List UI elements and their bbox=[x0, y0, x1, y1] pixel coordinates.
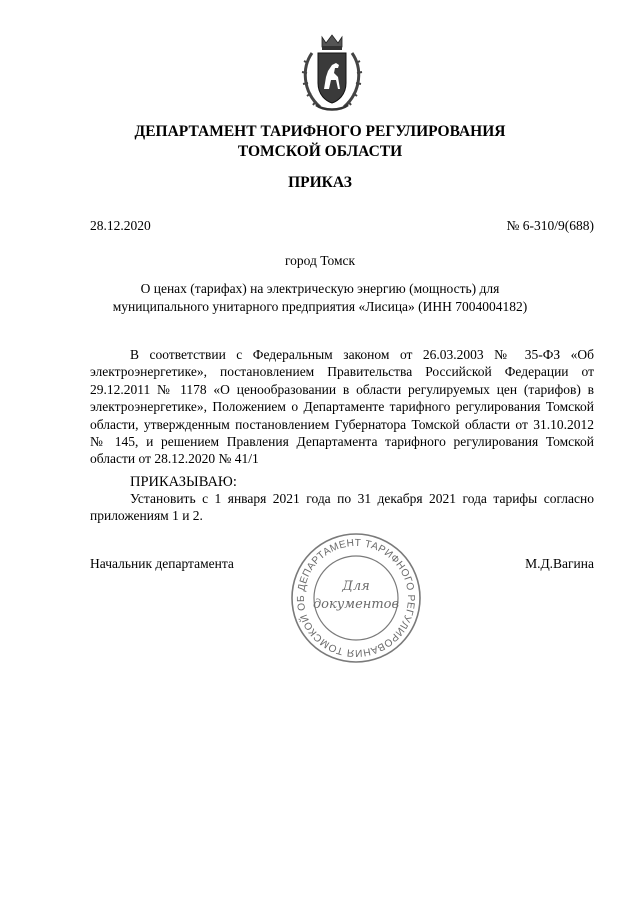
document-city: город Томск bbox=[284, 253, 356, 268]
stamp-ring-text: ДЕПАРТАМЕНТ ТАРИФНОГО РЕГУЛИРОВАНИЯ ТОМСКОЙ ОБ bbox=[295, 537, 417, 659]
signatory-title: Начальник департамента bbox=[90, 556, 234, 571]
department-name-line2: ТОМСКОЙ ОБЛАСТИ bbox=[237, 143, 403, 160]
department-name-line1: ДЕПАРТАМЕНТ ТАРИФНОГО РЕГУЛИРОВАНИЯ bbox=[134, 123, 506, 140]
subject-line1: О ценах (тарифах) на электрическую энергию (мощность) для bbox=[140, 281, 500, 296]
document-date: 28.12.2020 bbox=[90, 218, 151, 233]
document-subject bbox=[100, 280, 540, 316]
document-type: ПРИКАЗ bbox=[288, 174, 352, 191]
stamp-center-line1: Для bbox=[342, 579, 370, 594]
official-stamp bbox=[288, 530, 424, 666]
subject-line2: муниципального унитарного предприятия «Лисица» (ИНН 7004004182) bbox=[112, 299, 528, 314]
preamble-paragraph: В соответствии с Федеральным законом от 26.03.2003 № 35-ФЗ «Об электроэнергетике», постановлением Правительства Российской Федерации от 29.12.2011 № 1178 «О ценообразовании в области регулируемых цен (тарифов) в электроэнергетике», Положением о Департаменте тарифного регулирования Томской области, утвержденным постановлением Губернатора Томской области от 31.10.2012 № 145, и решением Правления Департамента тарифного регулирования Томской области от 28.12.2020 № 41/1 bbox=[90, 347, 594, 467]
signatory-name: М.Д.Вагина bbox=[525, 556, 594, 571]
document-number: № 6-310/9(688) bbox=[506, 218, 594, 233]
order-text: Установить с 1 января 2021 года по 31 декабря 2021 года тарифы согласно приложениям 1 и 2. bbox=[90, 491, 594, 524]
tomsk-coat-of-arms-icon bbox=[298, 33, 366, 115]
stamp-center-line2: документов bbox=[312, 597, 400, 612]
order-word: ПРИКАЗЫВАЮ: bbox=[130, 474, 237, 490]
